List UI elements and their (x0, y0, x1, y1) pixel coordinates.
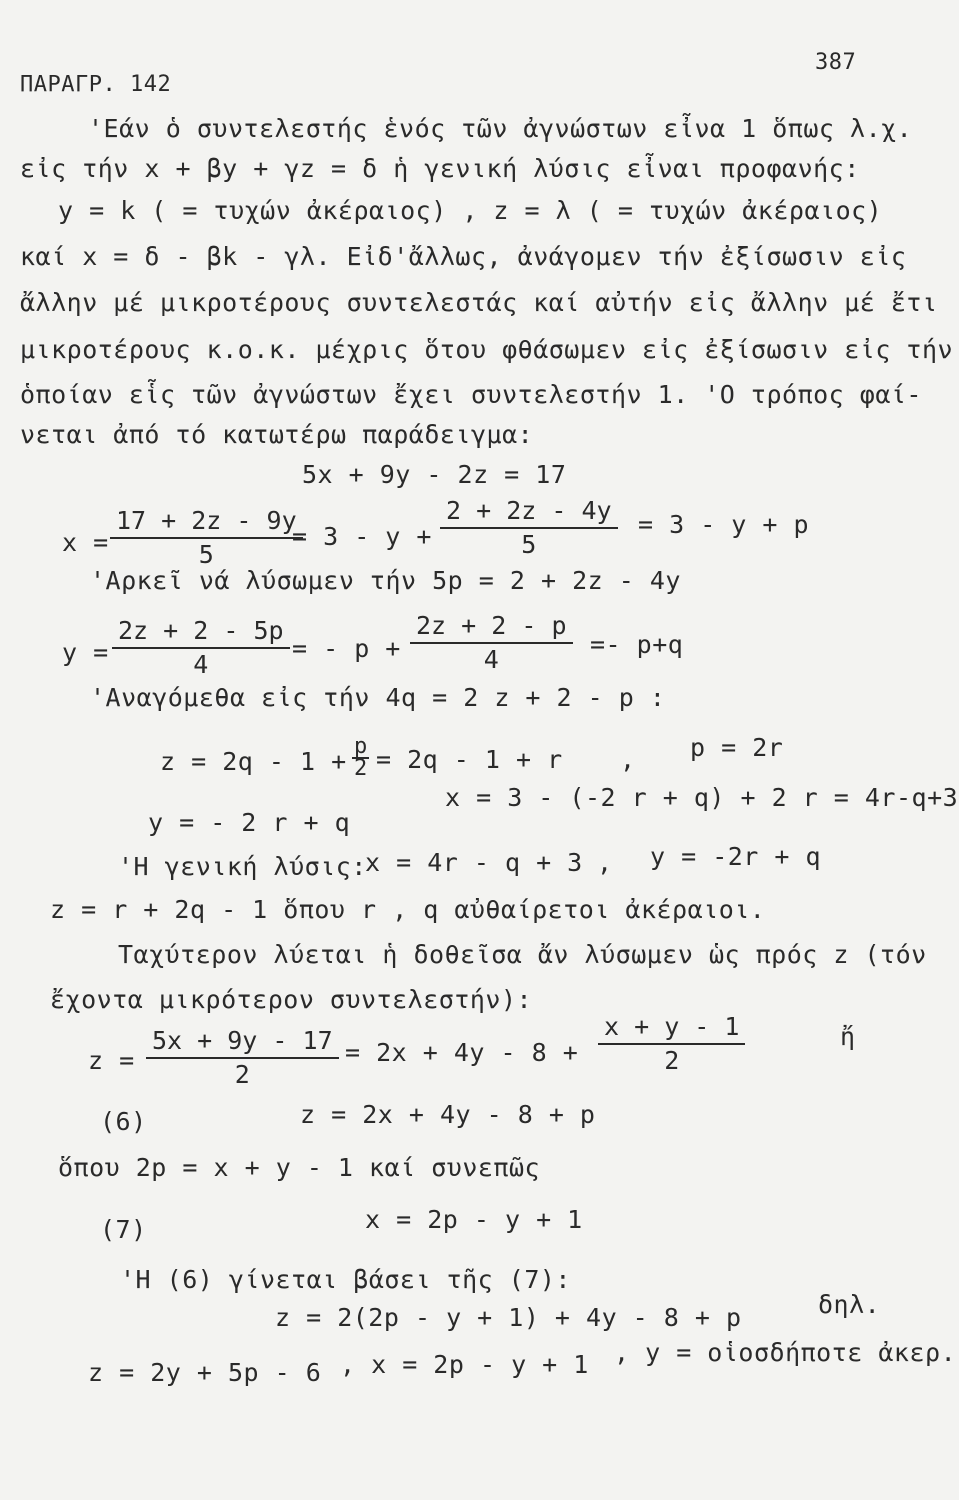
eq-z2-or: ἤ (840, 1022, 856, 1051)
paragraph-line: εἰς τήν x + βy + γz = δ ἡ γενική λύσις εἶναι προφανής: (20, 154, 860, 183)
general-y: y = -2r + q (650, 842, 822, 871)
paragraph-line: μικροτέρους κ.ο.κ. μέχρις ὅτου φθάσωμεν εἰς ἐξίσωσιν εἰς τήν (20, 335, 954, 364)
eq-9-y: , y = οἱοσδήποτε ἀκερ. (614, 1338, 957, 1367)
eq-z-rhs: = 2q - 1 + r (376, 745, 563, 774)
paragraph-line: ἄλλην μέ μικροτέρους συντελεστάς καί αὐτήν εἰς ἄλλην μέ ἔτι (20, 288, 938, 317)
eq-x: x = 3 - (-2 r + q) + 2 r = 4r-q+3 (445, 783, 959, 812)
eq-x-rhs: = 3 - y + p (638, 510, 810, 539)
comma: , (620, 745, 636, 774)
eq-z2-mid: = 2x + 4y - 8 + (345, 1038, 579, 1067)
eq-7: x = 2p - y + 1 (365, 1205, 583, 1234)
eq-p: p = 2r (690, 733, 784, 762)
eq-y-mid: = - p + (292, 634, 401, 663)
eq-y: y = - 2 r + q (148, 808, 351, 837)
eq-y-lhs: y = (62, 638, 109, 667)
fraction-denominator: 2 (234, 1060, 250, 1089)
fraction (146, 1027, 339, 1089)
eq-z-lhs: z = 2q - 1 + (160, 747, 347, 776)
text-line: ὅπου 2p = x + y - 1 καί συνεπῶς (58, 1153, 541, 1182)
eq-label-7: (7) (100, 1215, 147, 1244)
fraction (110, 507, 303, 569)
paragraph-line: νεται ἀπό τό κατωτέρω παράδειγμα: (20, 420, 534, 449)
fraction-denominator: 4 (193, 650, 209, 679)
fraction (112, 617, 290, 679)
text-line: Ταχύτερον λύεται ἡ δοθεῖσα ἄν λύσωμεν ὡς πρός z (τόν (118, 940, 927, 969)
fraction-denominator: 4 (483, 645, 499, 674)
section-header: ΠΑΡΑΓΡ. 142 (20, 72, 172, 97)
eq-x-mid: = 3 - y + (292, 522, 432, 551)
paragraph-line: 'Εάν ὁ συντελεστής ἑνός τῶν ἀγνώστων εἶνα 1 ὅπως λ.χ. (88, 114, 913, 143)
fraction (410, 612, 573, 674)
fraction (352, 734, 369, 781)
page-number: 387 (815, 50, 857, 75)
text-line: ἔχοντα μικρότερον συντελεστήν): (50, 985, 533, 1014)
paragraph-line: καί x = δ - βk - γλ. Εἰδ'ἄλλως, ἀνάγομεν τήν ἐξίσωσιν εἰς (20, 242, 907, 271)
fraction-numerator: 2z + 2 - 5p (112, 617, 290, 649)
eq-8-dil: δηλ. (818, 1290, 881, 1319)
eq-y-rhs: =- p+q (590, 630, 684, 659)
general-z: z = r + 2q - 1 ὅπου r , q αὐθαίρετοι ἀκέραιοι. (50, 895, 766, 924)
paragraph-line: ὁποίαν εἷς τῶν ἀγνώστων ἔχει συντελεστήν 1. 'Ο τρόπος φαί- (20, 380, 922, 409)
fraction (440, 497, 618, 559)
text-line: 'Η (6) γίνεται βάσει τῆς (7): (120, 1265, 571, 1294)
fraction-denominator: 2 (354, 756, 368, 781)
fraction-numerator: 2z + 2 - p (410, 612, 573, 644)
fraction-numerator: 17 + 2z - 9y (110, 507, 303, 539)
general-label: 'Η γενική λύσις: (118, 852, 367, 881)
fraction-denominator: 5 (198, 540, 214, 569)
eq-z2-lhs: z = (88, 1046, 135, 1075)
eq-x-lhs: x = (62, 528, 109, 557)
eq-9-z: z = 2y + 5p - 6 (88, 1358, 322, 1387)
fraction-numerator: 2 + 2z - 4y (440, 497, 618, 529)
fraction-denominator: 2 (664, 1046, 680, 1075)
paragraph-line: y = k ( = τυχών ἀκέραιος) , z = λ ( = τυχών ἀκέραιος) (58, 196, 883, 225)
fraction-numerator: p (354, 734, 368, 759)
fraction-denominator: 5 (521, 530, 537, 559)
text-line: 'Αναγόμεθα εἰς τήν 4q = 2 z + 2 - p : (90, 683, 666, 712)
comma: , (597, 848, 613, 877)
fraction (598, 1013, 745, 1075)
fraction-numerator: x + y - 1 (598, 1013, 745, 1045)
general-x: x = 4r - q + 3 (365, 848, 583, 877)
eq-6: z = 2x + 4y - 8 + p (300, 1100, 596, 1129)
eq-9-x: , x = 2p - y + 1 (340, 1350, 589, 1379)
eq-label-6: (6) (100, 1107, 147, 1136)
text-line: 'Αρκεῖ νά λύσωμεν τήν 5p = 2 + 2z - 4y (90, 566, 681, 595)
equation-main: 5x + 9y - 2z = 17 (302, 460, 567, 489)
eq-8: z = 2(2p - y + 1) + 4y - 8 + p (275, 1303, 742, 1332)
fraction-numerator: 5x + 9y - 17 (146, 1027, 339, 1059)
